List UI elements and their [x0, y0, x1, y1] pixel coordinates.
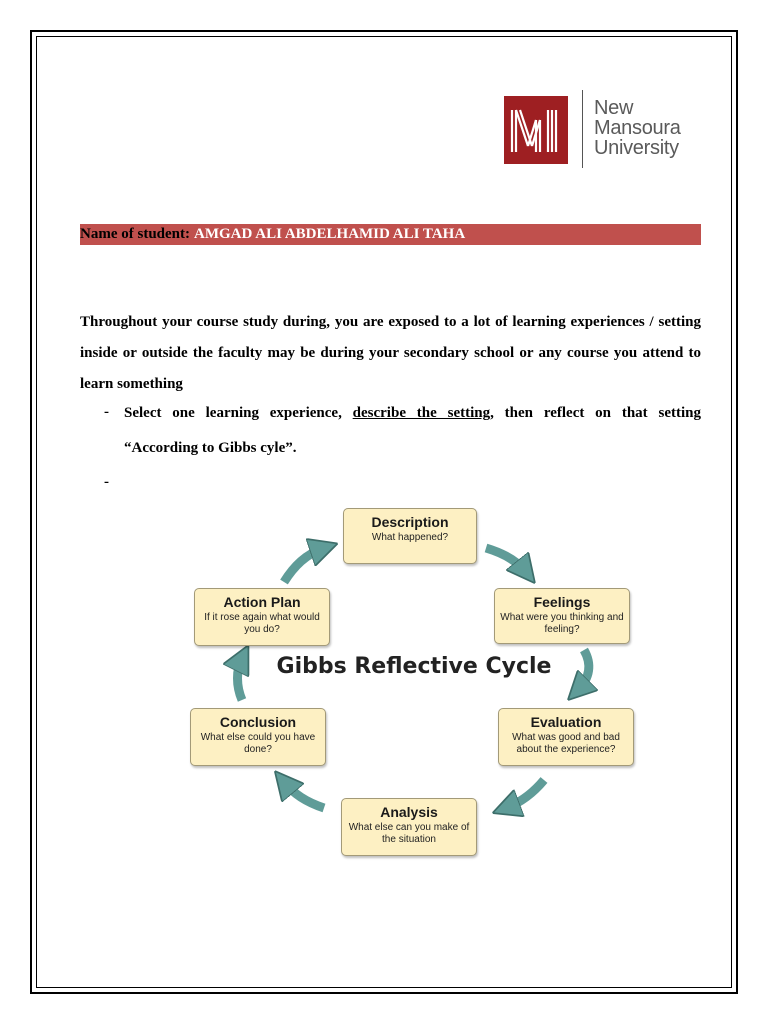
stage-action-plan — [194, 588, 330, 646]
logo-mark-icon — [504, 96, 568, 164]
intro-paragraph: Throughout your course study during, you are exposed to a lot of learning experiences / setting inside or outside the faculty may be during your secondary school or any course you attend to learn something — [80, 314, 701, 392]
student-name-label: Name of student: — [80, 226, 190, 242]
arrow-description-to-feelings — [486, 548, 526, 572]
stage-evaluation-title: Evaluation — [530, 714, 602, 730]
student-name-value: AMGAD ALI ABDELHAMID ALI TAHA — [194, 226, 466, 242]
bullet-dash-2: - — [104, 474, 109, 490]
stage-analysis — [341, 798, 477, 856]
stage-analysis-subtitle: What else can you make of the situation — [348, 822, 470, 845]
stage-feelings-subtitle: What were you thinking and feeling? — [500, 612, 624, 635]
arrow-conclusion-to-action — [238, 658, 243, 700]
stage-description-subtitle: What happened? — [371, 532, 449, 543]
bullet-item-1-underlined: describe the setting — [352, 405, 491, 421]
cycle-title: Gibbs Reflective Cycle — [276, 654, 552, 679]
bullet-item-1-part2: , then reflect on that setting “According to Gibbs cyle”. — [124, 405, 701, 456]
bullet-item-1-part1: Select one learning experience, — [124, 405, 353, 421]
stage-description-title: Description — [371, 514, 449, 530]
arrow-action-to-description — [284, 548, 324, 582]
logo-divider — [582, 90, 583, 168]
stage-conclusion-subtitle: What else could you have done? — [200, 732, 316, 755]
stage-action-plan-title: Action Plan — [223, 594, 301, 610]
stage-conclusion-title: Conclusion — [219, 714, 297, 730]
gibbs-cycle-diagram — [184, 500, 644, 864]
university-logo — [488, 76, 704, 180]
logo-line-3: University — [594, 137, 679, 159]
logo-line-2: Mansoura — [594, 117, 681, 139]
bullet-item-1 — [124, 396, 701, 466]
arrow-analysis-to-conclusion — [284, 782, 324, 808]
stage-feelings-title: Feelings — [533, 594, 591, 610]
stage-description — [343, 508, 477, 564]
stage-evaluation-subtitle: What was good and bad about the experience? — [512, 732, 620, 755]
logo-line-1: New — [594, 97, 634, 119]
arrow-evaluation-to-analysis — [506, 780, 544, 808]
stage-feelings — [494, 588, 630, 644]
logo-wordmark — [594, 98, 681, 158]
stage-analysis-title: Analysis — [380, 804, 438, 820]
stage-evaluation — [498, 708, 634, 766]
bullet-dash-1: - — [104, 404, 109, 420]
stage-action-plan-subtitle: If it rose again what would you do? — [204, 612, 320, 635]
stage-conclusion — [190, 708, 326, 766]
student-name-bar — [80, 224, 701, 245]
